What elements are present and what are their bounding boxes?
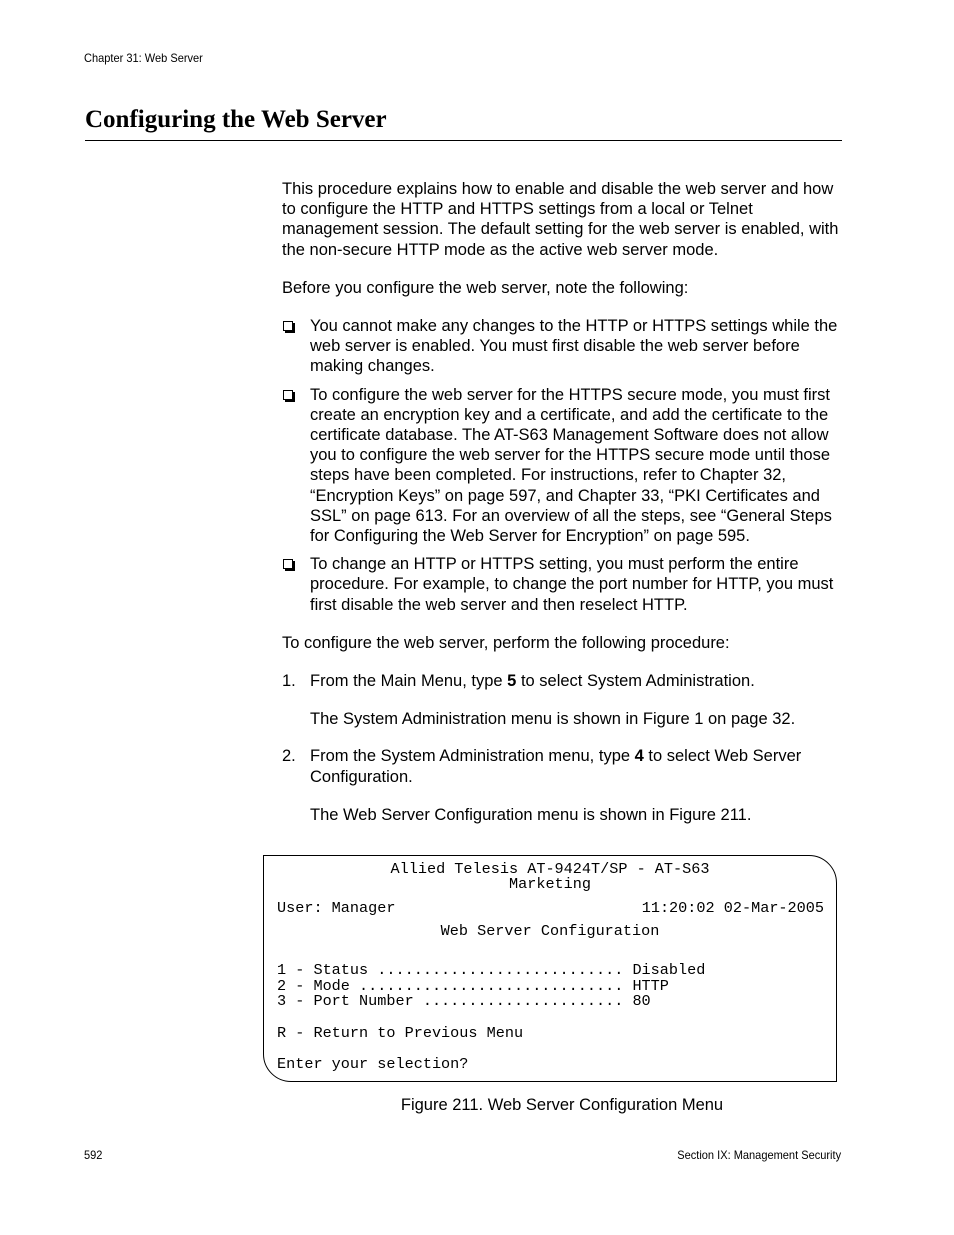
- menu-option-return[interactable]: R - Return to Previous Menu: [277, 1024, 524, 1042]
- terminal-menu-title: Web Server Configuration: [440, 922, 660, 940]
- terminal-datetime: 11:20:02 02-Mar-2005: [641, 899, 824, 917]
- bullet-text: To change an HTTP or HTTPS setting, you must perform the entire procedure. For example, to change the port number for HTTP, you must first disable the web server and then reselect HTTP.: [310, 555, 834, 614]
- terminal-prompt[interactable]: Enter your selection?: [277, 1055, 469, 1073]
- list-item: [282, 316, 842, 377]
- step-text-after: to select Web Server Configuration.: [310, 747, 802, 786]
- menu-option-mode[interactable]: 2 - Mode ............................. HTTP: [277, 977, 669, 995]
- before-note: Before you configure the web server, note the following:: [282, 278, 689, 297]
- procedure-step: [282, 746, 842, 825]
- notes-list: [282, 316, 842, 615]
- procedure-intro: To configure the web server, perform the following procedure:: [282, 633, 730, 652]
- bullet-text: To configure the web server for the HTTPS secure mode, you must first create an encryption key and a certificate, and add the certificate to the certificate database. The AT-S63 Management Software does not allow you to configure the web server for the HTTPS secure mode until those steps have been completed. For instructions, refer to Chapter 32, “Encryption Keys” on page 597, and Chapter 33, “PKI Certificates and SSL” on page 613. For an overview of all the steps, see “General Steps for Configuring the Web Server for Encryption” on page 595.: [310, 385, 832, 546]
- procedure-steps: [282, 671, 842, 825]
- terminal-location-line: Marketing: [508, 875, 592, 893]
- step-text-after: to select System Administration.: [516, 672, 755, 691]
- terminal-screen: [263, 855, 837, 1082]
- menu-option-port[interactable]: 3 - Port Number ...................... 80: [277, 992, 651, 1010]
- list-item: [282, 554, 842, 615]
- checkbox-bullet-icon: [283, 390, 293, 400]
- step-note: The System Administration menu is shown in Figure 1 on page 32.: [310, 710, 796, 729]
- step-text-before: From the Main Menu, type: [310, 672, 508, 691]
- step-number: 2.: [282, 747, 296, 766]
- step-text-before: From the System Administration menu, type: [310, 747, 635, 766]
- step-text: [310, 746, 842, 786]
- menu-option-status[interactable]: 1 - Status ........................... Disabled: [277, 961, 706, 979]
- step-key: 4: [634, 747, 644, 766]
- figure-caption: Figure 211. Web Server Configuration Menu: [400, 1096, 724, 1114]
- page-number: 592: [84, 1148, 103, 1162]
- step-key: 5: [507, 672, 517, 691]
- step-number: 1.: [282, 672, 296, 691]
- page-title: Configuring the Web Server: [85, 106, 387, 133]
- procedure-step: [282, 671, 842, 729]
- list-item: [282, 385, 842, 547]
- terminal-system-line: Allied Telesis AT-9424T/SP - AT-S63: [390, 860, 710, 878]
- running-head: Chapter 31: Web Server: [84, 51, 203, 65]
- title-rule: [85, 140, 842, 141]
- intro-paragraph: This procedure explains how to enable and disable the web server and how to configure the HTTP and HTTPS settings from a local or Telnet management session. The default setting for the web server is enabled, with the non-secure HTTP mode as the active web server mode.: [282, 180, 839, 259]
- checkbox-bullet-icon: [283, 559, 293, 569]
- section-footer: Section IX: Management Security: [677, 1148, 841, 1162]
- checkbox-bullet-icon: [283, 321, 293, 331]
- body-content: [282, 179, 842, 825]
- terminal-user-line: User: Manager: [277, 899, 396, 917]
- bullet-text: You cannot make any changes to the HTTP or HTTPS settings while the web server is enabled. You must first disable the web server before making changes.: [310, 317, 838, 376]
- step-text: [310, 671, 842, 691]
- step-note: The Web Server Configuration menu is shown in Figure 211.: [310, 805, 752, 824]
